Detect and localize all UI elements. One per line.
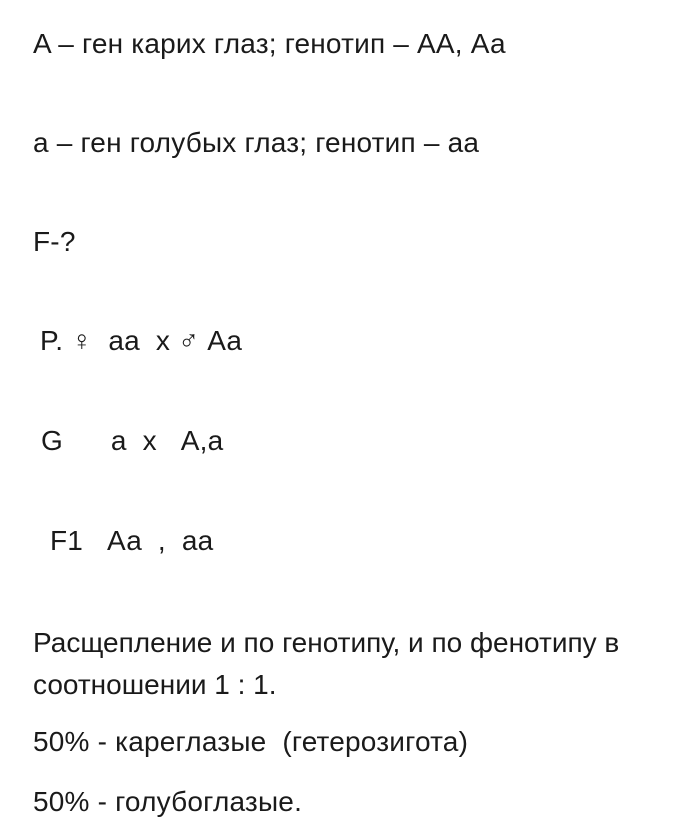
dominant-gene-line: A – ген карих глаз; генотип – АА, Аа	[33, 28, 506, 59]
brown-eyed-ratio-line: 50% - кареглазые (гетерозигота)	[33, 726, 469, 757]
parents-cross-line: P. ♀ аа х ♂ Аа	[40, 325, 243, 356]
conclusion-paragraph: Расщепление и по генотипу, и по фенотипу в соотношении 1 : 1.	[33, 627, 620, 700]
question-line: F-?	[33, 226, 76, 257]
blue-eyed-ratio-line: 50% - голубоглазые.	[33, 786, 303, 817]
offspring-line: F1 Аа , аа	[50, 525, 214, 556]
gametes-line: G а х А,а	[41, 425, 224, 456]
recessive-gene-line: а – ген голубых глаз; генотип – аа	[33, 127, 480, 158]
